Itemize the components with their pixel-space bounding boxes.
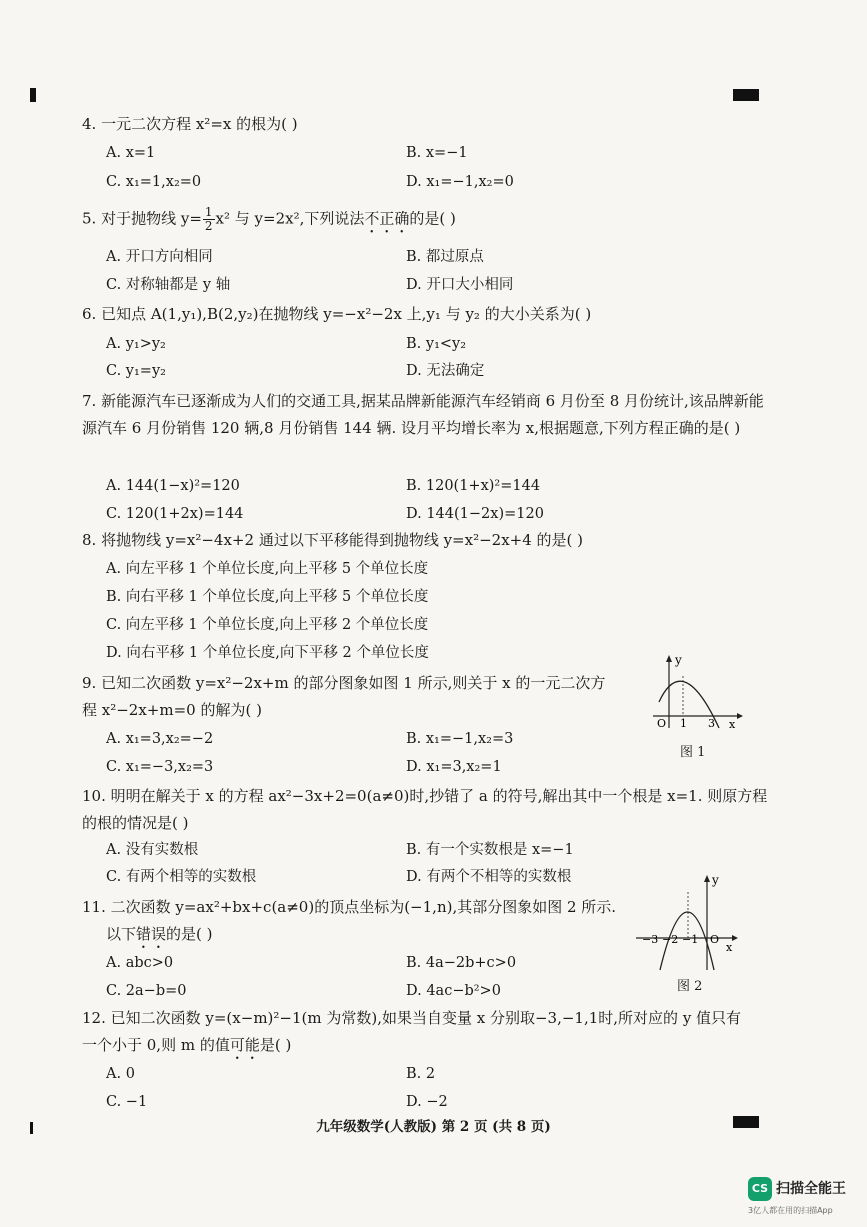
question-4: 4. 一元二次方程 x²=x 的根为( ): [82, 115, 298, 133]
q11-stem-post: 的是( ): [166, 925, 213, 943]
q6-option-b: B. y₁<y₂: [406, 336, 467, 352]
q8-option-b: B. 向右平移 1 个单位长度,向上平移 5 个单位长度: [106, 589, 429, 605]
q12-option-c: C. −1: [106, 1094, 148, 1110]
question-8: 8. 将抛物线 y=x²−4x+2 通过以下平移能得到抛物线 y=x²−2x+4 的是( ): [82, 531, 584, 549]
scan-mark-left: [30, 88, 36, 102]
q12-option-b: B. 2: [406, 1066, 436, 1082]
figure-2-caption: 图 2: [677, 979, 703, 994]
q4-option-c: C. x₁=1,x₂=0: [106, 174, 202, 190]
q4-option-d: D. x₁=−1,x₂=0: [406, 174, 514, 190]
q8-option-d: D. 向右平移 1 个单位长度,向下平移 2 个单位长度: [106, 645, 429, 661]
question-5: [82, 206, 456, 237]
question-10: 10. 明明在解关于 x 的方程 ax²−3x+2=0(a≠0)时,抄错了 a 的符号,解出其中一个根是 x=1. 则原方程的根的情况是( ): [82, 787, 768, 832]
question-7: 7. 新能源汽车已逐渐成为人们的交通工具,据某品牌新能源汽车经销商 6 月份至 8 月份统计,该品牌新能源汽车 6 月份销售 120 辆,8 月份销售 144 辆. 设月平均增长率为 x,根据题意,下列方程正确的是( ): [82, 392, 764, 437]
fig1-x-label: x: [729, 718, 736, 730]
q4-option-a: A. x=1: [106, 145, 156, 161]
q11-option-a: A. abc>0: [106, 955, 174, 971]
fig1-y-arrow: [666, 655, 672, 662]
q5-stem-post: 的是( ): [409, 209, 456, 228]
fig1-tick-1-label: 1: [680, 717, 687, 730]
q10-option-a: A. 没有实数根: [106, 842, 199, 858]
fig2-y-arrow: [704, 875, 710, 882]
q8-option-c: C. 向左平移 1 个单位长度,向上平移 2 个单位长度: [106, 617, 429, 633]
q9-option-d: D. x₁=3,x₂=1: [406, 759, 502, 775]
fig1-tick-3-label: 3: [708, 717, 715, 730]
fig2-x-arrow: [732, 935, 738, 941]
q5-stem-pre: 5. 对于抛物线 y=: [82, 209, 202, 228]
q5-stem-mid: x² 与 y=2x²,下列说法: [215, 209, 365, 228]
q5-option-a: A. 开口方向相同: [106, 249, 213, 265]
q11-option-b: B. 4a−2b+c>0: [406, 955, 517, 971]
fig1-origin-label: O: [657, 717, 667, 730]
page-footer: 九年级数学(人教版) 第 2 页 (共 8 页): [316, 1119, 551, 1135]
q11-stem-pre: 以下: [106, 925, 137, 943]
figure-1-caption: 图 1: [680, 745, 706, 760]
fig1-y-label: y: [675, 653, 682, 667]
q12-option-d: D. −2: [406, 1094, 448, 1110]
question-12-line-1: 12. 已知二次函数 y=(x−m)²−1(m 为常数),如果当自变量 x 分别取−3,−1,1时,所对应的 y 值只有: [82, 1009, 742, 1027]
question-6: 6. 已知点 A(1,y₁),B(2,y₂)在抛物线 y=−x²−2x 上,y₁ 与 y₂ 的大小关系为( ): [82, 305, 592, 323]
q10-option-b: B. 有一个实数根是 x=−1: [406, 842, 574, 858]
fig2-tick-minus2-label: −2: [662, 933, 679, 946]
q5-option-b: B. 都过原点: [406, 249, 484, 265]
q11-option-d: D. 4ac−b²>0: [406, 983, 501, 999]
q10-option-d: D. 有两个不相等的实数根: [406, 869, 572, 885]
q9-option-b: B. x₁=−1,x₂=3: [406, 731, 514, 747]
q6-option-a: A. y₁>y₂: [106, 336, 166, 352]
q7-option-a: A. 144(1−x)²=120: [106, 478, 240, 494]
q5-frac-den: 2: [204, 219, 213, 233]
q5-frac-num: 1: [204, 205, 213, 219]
q6-option-c: C. y₁=y₂: [106, 363, 166, 379]
question-11-line-1: 11. 二次函数 y=ax²+bx+c(a≠0)的顶点坐标为(−1,n),其部分图象如图 2 所示.: [82, 898, 617, 916]
question-9: 9. 已知二次函数 y=x²−2x+m 的部分图象如图 1 所示,则关于 x 的一元二次方程 x²−2x+m=0 的解为( ): [82, 674, 606, 719]
q12-stem-pre: 一个小于 0,则 m 的值: [82, 1036, 230, 1054]
fig2-x-label: x: [726, 941, 733, 954]
scan-mark-right: [733, 89, 759, 101]
watermark-brand: 扫描全能王: [776, 1181, 846, 1197]
q8-option-a: A. 向左平移 1 个单位长度,向上平移 5 个单位长度: [106, 561, 429, 577]
camscanner-logo-icon: CS: [748, 1177, 772, 1201]
q7-option-d: D. 144(1−2x)=120: [406, 506, 544, 522]
fig2-tick-minus1-label: −1: [682, 933, 699, 946]
q12-stem-emphasis: 可能: [229, 1036, 260, 1054]
fig2-origin-label: O: [710, 933, 720, 946]
q5-fraction: [203, 206, 215, 233]
q9-option-a: A. x₁=3,x₂=−2: [106, 731, 214, 747]
q5-option-d: D. 开口大小相同: [406, 277, 514, 293]
q6-option-d: D. 无法确定: [406, 363, 485, 379]
q12-stem-post: 是( ): [259, 1036, 292, 1054]
q12-option-a: A. 0: [106, 1066, 135, 1082]
fig2-tick-minus3-label: −3: [642, 933, 659, 946]
scanner-watermark: [748, 1177, 864, 1223]
question-11-line-2: [106, 924, 213, 952]
question-12-line-2: [82, 1035, 291, 1063]
q4-option-b: B. x=−1: [406, 145, 468, 161]
q7-option-b: B. 120(1+x)²=144: [406, 478, 541, 494]
fig2-y-label: y: [712, 873, 719, 887]
q5-option-c: C. 对称轴都是 y 轴: [106, 277, 231, 293]
fig1-x-arrow: [737, 713, 743, 719]
q10-option-c: C. 有两个相等的实数根: [106, 869, 257, 885]
watermark-subtitle: 3亿人都在用的扫描App: [748, 1206, 833, 1215]
q11-option-c: C. 2a−b=0: [106, 983, 187, 999]
q5-stem-emphasis: 不正确: [364, 209, 410, 228]
figure-1-graph: [645, 650, 745, 730]
figure-2-graph: [632, 872, 742, 972]
q9-option-c: C. x₁=−3,x₂=3: [106, 759, 214, 775]
q7-option-c: C. 120(1+2x)=144: [106, 506, 244, 522]
q11-stem-emphasis: 错误: [136, 925, 167, 943]
